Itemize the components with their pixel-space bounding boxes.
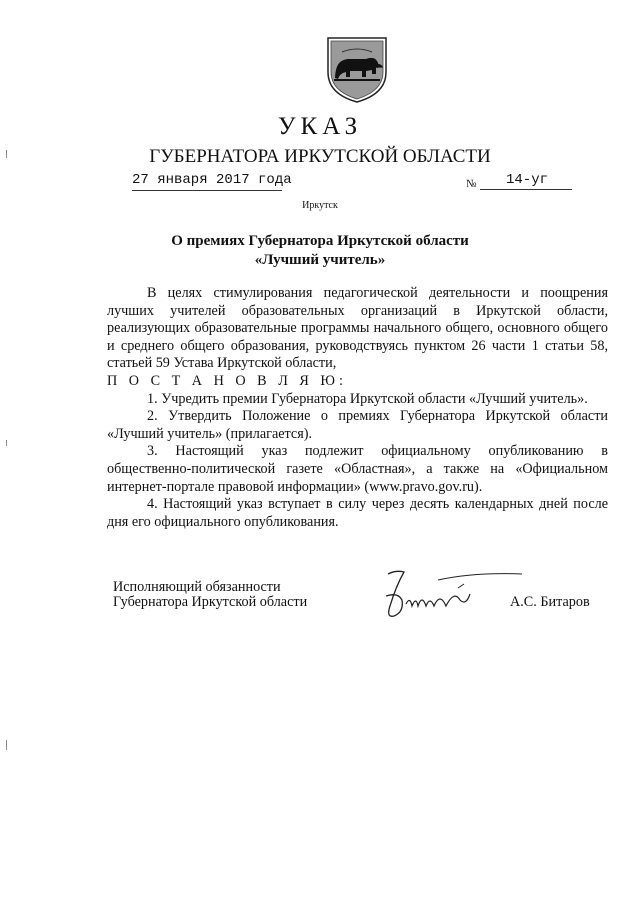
- item-paragraph: 3. Настоящий указ подлежит официальному опубликованию в общественно-политической газете «Областная», а также на «Официальном интернет-портале правовой информации» (www.pravo.gov.ru).: [107, 443, 608, 495]
- decree-number: 14-уг: [506, 172, 549, 188]
- scan-edge-mark: [6, 150, 7, 158]
- resolve-word: П О С Т А Н О В Л Я Ю:: [107, 372, 347, 389]
- coat-of-arms-icon: [322, 32, 392, 104]
- decree-heading: [0, 232, 640, 270]
- heading-line-1: О премиях Губернатора Иркутской области: [171, 233, 469, 249]
- signatory-position-line-1: Исполняющий обязанности: [113, 579, 281, 595]
- date-underline: [132, 190, 282, 191]
- signatory-name: А.С. Битаров: [510, 594, 590, 610]
- decree-body: [107, 285, 608, 531]
- number-underline: [480, 189, 572, 190]
- decree-date: 27 января 2017 года: [132, 172, 292, 188]
- city-label: Иркутск: [302, 200, 338, 211]
- item-paragraph: 4. Настоящий указ вступает в силу через десять календарных дней после дня его официального опубликования.: [107, 496, 608, 530]
- decree-type-title: УКАЗ: [277, 113, 363, 140]
- preamble-paragraph: В целях стимулирования педагогической деятельности и поощрения лучших учителей образовательных организаций в Иркутской области, реализующих образовательные программы начального общего, основного общего и среднего общего образования, руководствуясь пунктом 26 части 1 статьи 58, статьей 59 Устава Иркутской области,: [107, 285, 608, 372]
- decree-issuer: ГУБЕРНАТОРА ИРКУТСКОЙ ОБЛАСТИ: [149, 146, 491, 167]
- handwritten-signature: [374, 566, 524, 630]
- scan-edge-mark: [6, 740, 7, 750]
- signatory-position-line-2: Губернатора Иркутской области: [113, 594, 308, 610]
- item-paragraph: 1. Учредить премии Губернатора Иркутской области «Лучший учитель».: [147, 390, 588, 407]
- signatory-position: [113, 580, 307, 610]
- number-sign: №: [466, 178, 477, 190]
- item-paragraph: 2. Утвердить Положение о премиях Губернатора Иркутской области «Лучший учитель» (прилагается).: [107, 408, 608, 442]
- scan-edge-mark: [6, 440, 7, 446]
- heading-line-2: «Лучший учитель»: [254, 252, 386, 268]
